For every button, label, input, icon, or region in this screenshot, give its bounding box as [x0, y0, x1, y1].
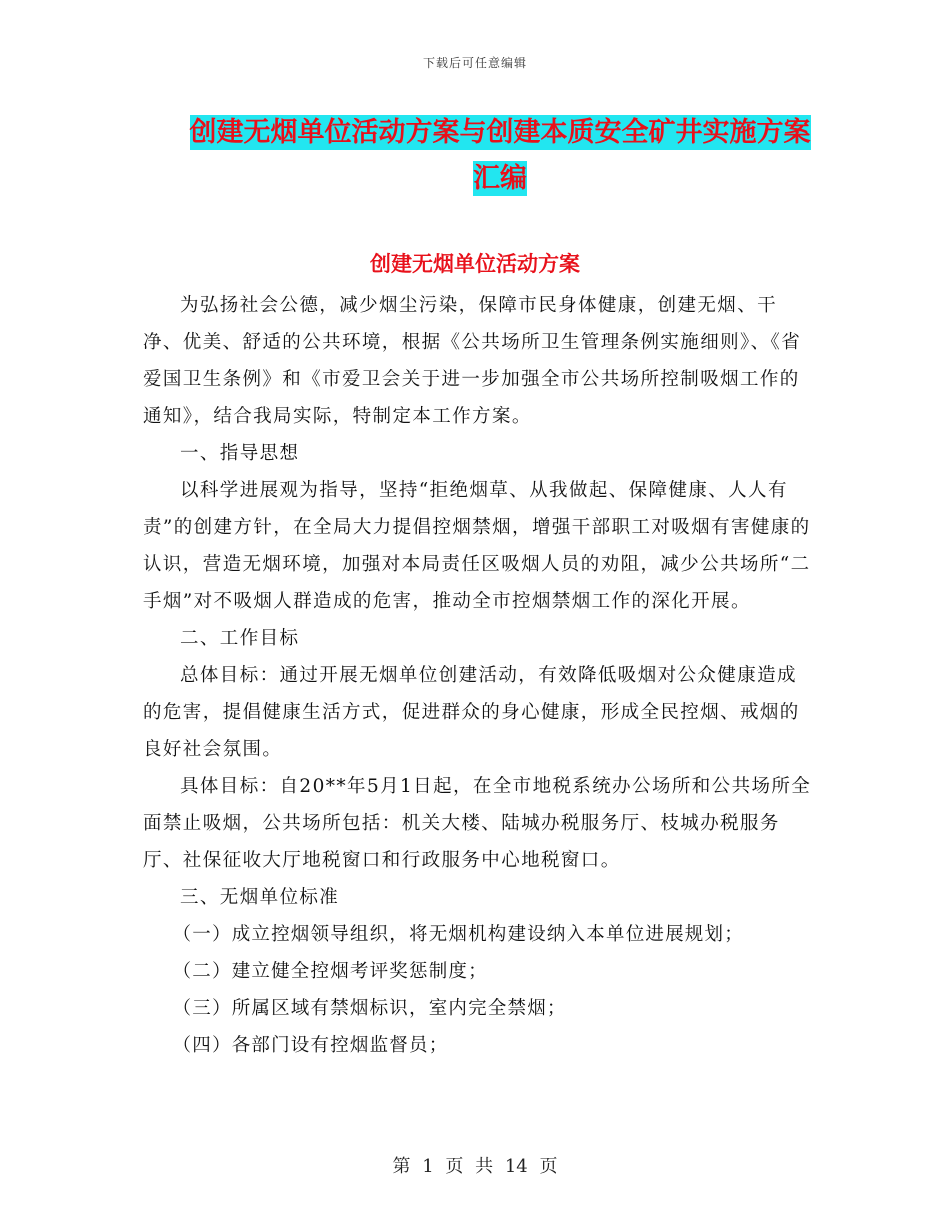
standard-item: （四）各部门设有控烟监督员； [172, 1035, 449, 1056]
specific-goal-paragraph: 具体目标：自20**年5月1日起，在全市地税系统办公场所和公共场所全面禁止吸烟，公共场所包括：机关大楼、陆城办税服务厅、枝城办税服务厅、社保征收大厅地税窗口和行政服务中心地税窗口。 [143, 776, 812, 871]
document-body [143, 287, 815, 1064]
overall-goal-paragraph: 总体目标：通过开展无烟单位创建活动，有效降低吸烟对公众健康造成的危害，提倡健康生活方式，促进群众的身心健康，形成全民控烟、戒烟的良好社会氛围。 [143, 665, 800, 760]
intro-paragraph: 为弘扬社会公德，减少烟尘污染，保障市民身体健康，创建无烟、干净、优美、舒适的公共环境，根据《公共场所卫生管理条例实施细则》、《省爱国卫生条例》和《市爱卫会关于进一步加强全市公共场所控制吸烟工作的通知》，结合我局实际，特制定本工作方案。 [143, 295, 802, 427]
document-title [150, 110, 850, 202]
heading-work-goals: 二、工作目标 [180, 628, 300, 649]
standard-item: （二）建立健全控烟考评奖惩制度； [172, 961, 488, 982]
document-title-line-1: 创建无烟单位活动方案与创建本质安全矿井实施方案 [189, 117, 811, 148]
section-title: 创建无烟单位活动方案 [370, 252, 580, 276]
document-title-line-2: 汇编 [473, 163, 527, 194]
standard-item: （一）成立控烟领导组织，将无烟机构建设纳入本单位进展规划； [172, 924, 744, 945]
header-note: 下载后可任意编辑 [422, 56, 527, 70]
standard-item: （三）所属区域有禁烟标识，室内完全禁烟； [172, 998, 567, 1019]
heading-smoke-free-standards: 三、无烟单位标准 [180, 887, 340, 908]
page-footer: 第 1 页 共 14 页 [392, 1156, 558, 1177]
guiding-ideology-paragraph: 以科学进展观为指导，坚持“拒绝烟草、从我做起、保障健康、人人有责”的创建方针，在全局大力提倡控烟禁烟，增强干部职工对吸烟有害健康的认识，营造无烟环境，加强对本局责任区吸烟人员的劝阻，减少公共场所“二手烟”对不吸烟人群造成的危害，推动全市控烟禁烟工作的深化开展。 [143, 480, 811, 612]
heading-guiding-ideology: 一、指导思想 [180, 443, 300, 464]
